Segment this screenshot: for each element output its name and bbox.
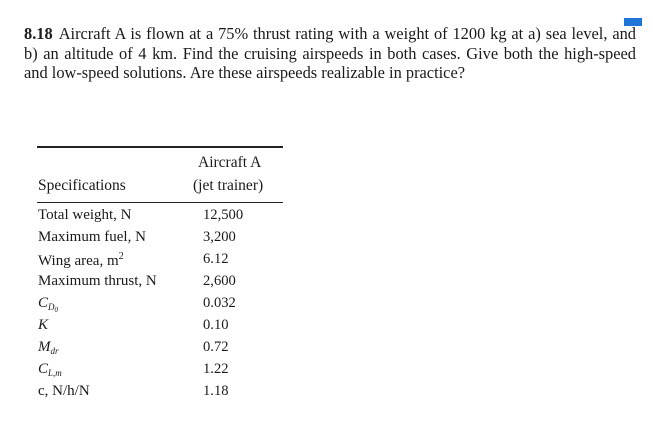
- row-label: $C_{D0}$: [38, 295, 59, 314]
- problem-text: Aircraft A is flown at a 75% thrust rating with a weight of 1200 kg at a) sea level, and b) an altitude of 4 km. Find the cruising airspeeds in both cases. Give both the high-speed and low-speed solutions. Are these airspeeds realizable in practice?: [24, 24, 636, 82]
- row-label: Total weight, N: [38, 207, 132, 223]
- table-row: [38, 251, 288, 273]
- table-row: [38, 339, 288, 361]
- table-row: [38, 361, 288, 383]
- table-header-rule: [37, 202, 283, 203]
- table-row: [38, 317, 288, 339]
- row-label: Maximum fuel, N: [38, 229, 146, 245]
- problem-statement: [24, 24, 636, 83]
- row-value: 1.22: [203, 361, 229, 377]
- row-value: 2,600: [203, 273, 236, 289]
- row-value: 0.72: [203, 339, 229, 355]
- row-label: c, N/h/N: [38, 383, 90, 399]
- table-top-rule: [37, 146, 283, 148]
- row-value: 3,200: [203, 229, 236, 245]
- aircraft-header-line1: Aircraft A: [198, 154, 262, 171]
- table-row: [38, 273, 288, 295]
- row-value: 0.032: [203, 295, 236, 311]
- row-value: 0.10: [203, 317, 229, 333]
- row-label: K: [38, 317, 49, 333]
- spec-header: Specifications: [38, 177, 126, 194]
- table-row: [38, 383, 288, 405]
- problem-number: 8.18: [24, 24, 53, 43]
- row-label: Wing area, $m^2$: [38, 251, 124, 269]
- aircraft-header-line2: (jet trainer): [193, 177, 264, 194]
- row-label: $C_{L,m}$: [38, 361, 62, 378]
- table-row: [38, 229, 288, 251]
- row-label: Maximum thrust, N: [38, 273, 157, 289]
- row-value: 6.12: [203, 251, 229, 267]
- table-row: [38, 295, 288, 317]
- row-value: 12,500: [203, 207, 244, 223]
- row-label: $M_{dr}$: [38, 339, 59, 356]
- table-row: [38, 207, 288, 229]
- row-value: 1.18: [203, 383, 229, 399]
